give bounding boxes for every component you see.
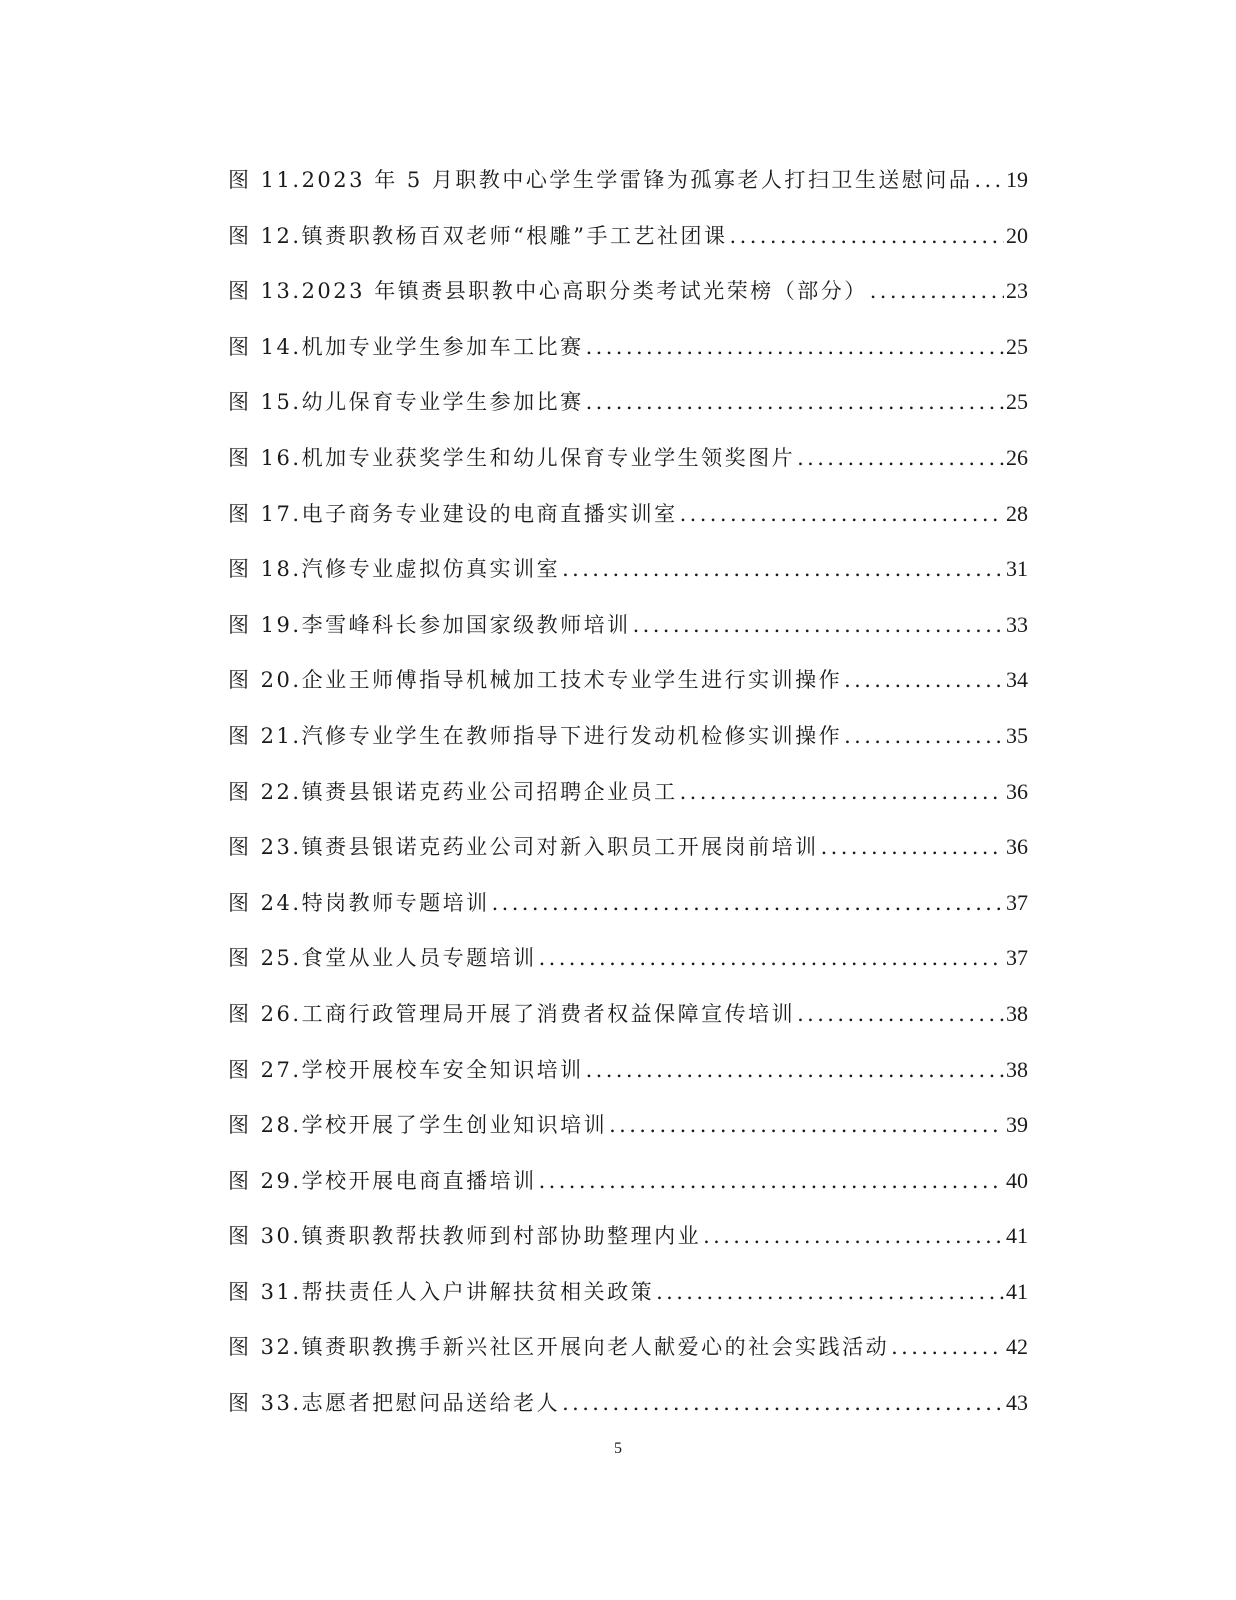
toc-entry-22[interactable] [228, 770, 1028, 826]
toc-entry-page: 33 [1006, 611, 1028, 637]
dot-leader [609, 1103, 1004, 1147]
dot-leader [586, 380, 1004, 424]
toc-entry-20[interactable] [228, 658, 1028, 714]
toc-entry-page: 38 [1006, 1056, 1028, 1082]
toc-entry-11[interactable] [228, 158, 1028, 214]
toc-entry-page: 37 [1006, 945, 1028, 971]
dot-leader [586, 325, 1004, 369]
dot-leader [562, 1381, 1004, 1425]
dot-leader [797, 992, 1004, 1036]
toc-entry-page: 36 [1006, 834, 1028, 860]
toc-entry-21[interactable] [228, 714, 1028, 770]
toc-entry-18[interactable] [228, 547, 1028, 603]
toc-entry-page: 31 [1006, 556, 1028, 582]
dot-leader [539, 1159, 1004, 1203]
toc-entry-title: 图 33.志愿者把慰问品送给老人 [228, 1391, 561, 1416]
dot-leader [844, 714, 1004, 758]
toc-entry-27[interactable] [228, 1048, 1028, 1104]
toc-entry-page: 38 [1006, 1000, 1028, 1026]
dot-leader [539, 936, 1004, 980]
toc-entry-title: 图 21.汽修专业学生在教师指导下进行发动机检修实训操作 [228, 723, 843, 748]
toc-entry-page: 25 [1006, 333, 1028, 359]
toc-entry-page: 37 [1006, 889, 1028, 915]
toc-entry-page: 43 [1006, 1390, 1028, 1416]
toc-entry-title: 图 27.学校开展校车安全知识培训 [228, 1057, 584, 1082]
toc-entry-title: 图 28.学校开展了学生创业知识培训 [228, 1113, 608, 1138]
dot-leader [797, 436, 1004, 480]
dot-leader [633, 603, 1004, 647]
toc-entry-title: 图 16.机加专业获奖学生和幼儿保育专业学生领奖图片 [228, 445, 796, 470]
toc-entry-title: 图 26.工商行政管理局开展了消费者权益保障宣传培训 [228, 1001, 796, 1026]
toc-entry-26[interactable] [228, 992, 1028, 1048]
toc-entry-title: 图 20.企业王师傅指导机械加工技术专业学生进行实训操作 [228, 668, 843, 693]
toc-entry-29[interactable] [228, 1159, 1028, 1215]
toc-entry-title: 图 11.2023 年 5 月职教中心学生学雷锋为孤寡老人打扫卫生送慰问品 [228, 168, 973, 192]
toc-entry-32[interactable] [228, 1325, 1028, 1381]
toc-entry-page: 20 [1006, 222, 1028, 248]
toc-entry-page: 41 [1006, 1223, 1028, 1249]
toc-entry-title: 图 14.机加专业学生参加车工比赛 [228, 334, 584, 359]
dot-leader [656, 1270, 1004, 1314]
toc-entry-17[interactable] [228, 492, 1028, 548]
dot-leader [562, 547, 1004, 591]
dot-leader [680, 492, 1004, 536]
toc-entry-page: 36 [1006, 778, 1028, 804]
dot-leader [844, 658, 1004, 702]
toc-entry-title: 图 25.食堂从业人员专题培训 [228, 946, 537, 971]
toc-entry-page: 40 [1006, 1167, 1028, 1193]
toc-entry-page: 39 [1006, 1112, 1028, 1138]
dot-leader [586, 1048, 1004, 1092]
dot-leader [730, 214, 1004, 258]
toc-entry-page: 35 [1006, 722, 1028, 748]
toc-entry-31[interactable] [228, 1270, 1028, 1326]
toc-entry-page: 42 [1006, 1334, 1028, 1360]
toc-entry-24[interactable] [228, 881, 1028, 937]
toc-entry-title: 图 32.镇赉职教携手新兴社区开展向老人献爱心的社会实践活动 [228, 1335, 890, 1360]
toc-entry-16[interactable] [228, 436, 1028, 492]
toc-entry-page: 19 [1006, 167, 1028, 192]
toc-entry-title: 图 30.镇赉职教帮扶教师到村部协助整理内业 [228, 1224, 702, 1249]
dot-leader [680, 770, 1004, 814]
toc-entry-25[interactable] [228, 936, 1028, 992]
toc-entry-title: 图 15.幼儿保育专业学生参加比赛 [228, 390, 584, 415]
toc-entry-30[interactable] [228, 1214, 1028, 1270]
toc-entry-title: 图 19.李雪峰科长参加国家级教师培训 [228, 612, 631, 637]
toc-entry-page: 26 [1006, 444, 1028, 470]
toc-entry-title: 图 31.帮扶责任人入户讲解扶贫相关政策 [228, 1279, 655, 1304]
toc-entry-page: 28 [1006, 500, 1028, 526]
dot-leader [891, 1325, 1004, 1369]
toc-entry-title: 图 13.2023 年镇赉县职教中心高职分类考试光荣榜（部分） [228, 279, 868, 304]
toc-entry-title: 图 29.学校开展电商直播培训 [228, 1168, 537, 1193]
toc-entry-title: 图 12.镇赉职教杨百双老师“根雕”手工艺社团课 [228, 223, 728, 248]
dot-leader [492, 881, 1004, 925]
toc-entry-33[interactable] [228, 1381, 1028, 1437]
page-number: 5 [614, 1440, 622, 1457]
dot-leader [703, 1214, 1004, 1258]
toc-entry-title: 图 24.特岗教师专题培训 [228, 890, 490, 915]
dot-leader [974, 158, 1004, 202]
dot-leader [821, 825, 1004, 869]
toc-entry-title: 图 23.镇赉县银诺克药业公司对新入职员工开展岗前培训 [228, 835, 819, 860]
toc-entry-title: 图 18.汽修专业虚拟仿真实训室 [228, 557, 561, 582]
toc-entry-19[interactable] [228, 603, 1028, 659]
toc-entry-13[interactable] [228, 269, 1028, 325]
toc-entry-page: 23 [1006, 278, 1028, 304]
toc-entry-page: 41 [1006, 1278, 1028, 1304]
dot-leader [870, 269, 1004, 313]
toc-entry-title: 图 17.电子商务专业建设的电商直播实训室 [228, 501, 678, 526]
toc-entry-14[interactable] [228, 325, 1028, 381]
toc-entry-12[interactable] [228, 214, 1028, 270]
figure-list [228, 158, 1028, 1437]
toc-entry-28[interactable] [228, 1103, 1028, 1159]
toc-entry-23[interactable] [228, 825, 1028, 881]
toc-entry-page: 34 [1006, 667, 1028, 693]
toc-entry-15[interactable] [228, 380, 1028, 436]
toc-entry-page: 25 [1006, 389, 1028, 415]
toc-entry-title: 图 22.镇赉县银诺克药业公司招聘企业员工 [228, 779, 678, 804]
